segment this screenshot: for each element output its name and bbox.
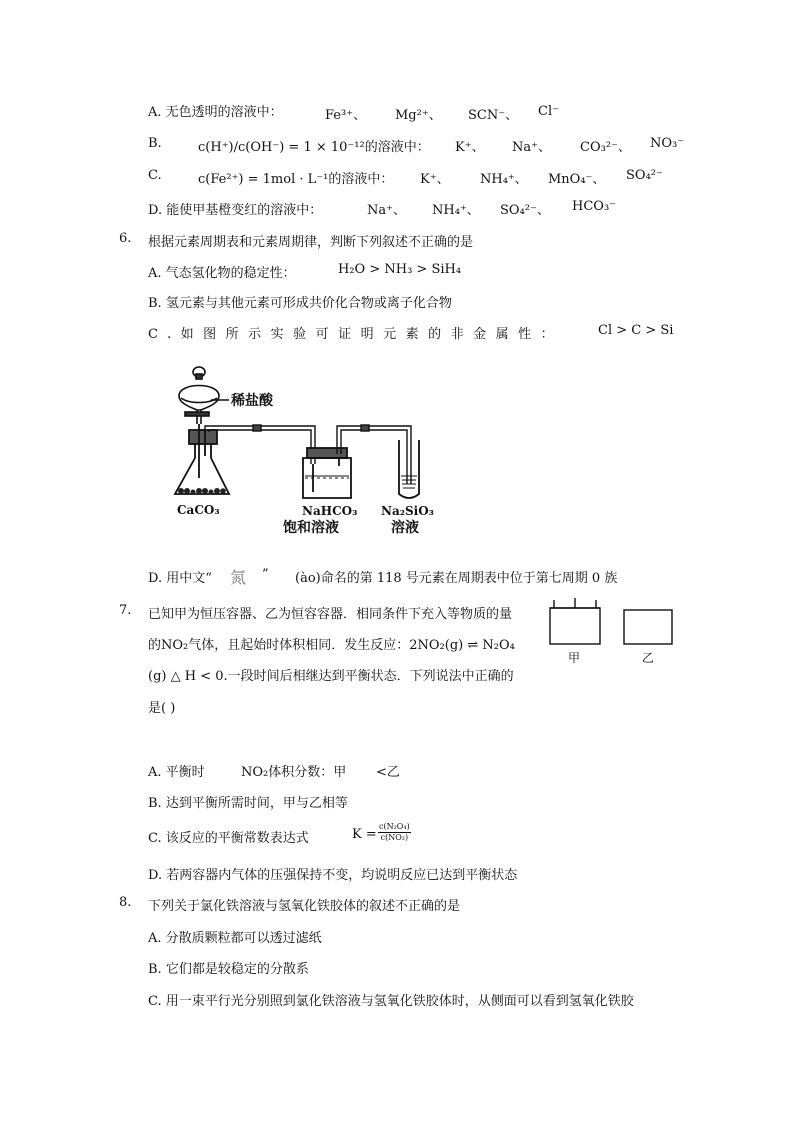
q7-option-c-fraction	[378, 822, 411, 843]
q6-option-c-label: C.如图所示实验可证明元素的非金属性：	[148, 327, 564, 342]
vessels-figure	[546, 596, 678, 668]
q5-option-b-ion-2: Na⁺、	[512, 140, 551, 155]
q7-option-c-label: C. 该反应的平衡常数表达式	[148, 831, 309, 846]
vessel-a-label: 甲	[568, 651, 581, 665]
delivery-tube-1	[205, 425, 315, 464]
vessel-constant-volume	[624, 610, 672, 644]
q5-option-b-condition: c(H⁺)/c(OH⁻) = 1 × 10⁻¹²的溶液中：	[198, 140, 430, 155]
bottle-label-formula: NaHCO₃	[302, 504, 358, 518]
q5-option-a	[148, 104, 283, 122]
wash-bottle	[303, 448, 351, 498]
q6-number: 6.	[119, 231, 132, 246]
q8-option-c: C. 用一束平行光分别照到氯化铁溶液与氢氧化铁胶体时，从侧面可以看到氢氧化铁胶	[148, 994, 634, 1009]
q7-option-d: D. 若两容器内气体的压强保持不变，均说明反应已达到平衡状态	[148, 868, 518, 883]
q8-option-b: B. 它们都是较稳定的分散系	[148, 962, 309, 977]
q5-option-a-ion-4: Cl⁻	[538, 104, 559, 119]
q5-option-a-ion-1: Fe³⁺、	[325, 108, 367, 123]
q6-option-b: B. 氢元素与其他元素可形成共价化合物或离子化合物	[148, 296, 452, 311]
q5-option-d-ion-3: SO₄²⁻、	[500, 203, 550, 218]
q7-stem-line-3: (g) △ H < 0.一段时间后相继达到平衡状态．下列说法中正确的	[148, 669, 514, 684]
tube-label-solution: 溶液	[391, 520, 419, 536]
q7-option-a-label: A. 平衡时	[148, 765, 205, 780]
q6-option-d-char: 氮	[230, 568, 247, 587]
q5-option-a-ion-3: SCN⁻、	[468, 108, 519, 123]
apparatus-figure	[165, 360, 465, 545]
q5-option-d-ion-2: NH₄⁺、	[432, 203, 480, 218]
q7-option-c-k: K =	[352, 827, 377, 842]
fraction-numerator: c(N₂O₄)	[379, 822, 410, 831]
separatory-funnel	[179, 367, 229, 424]
q8-number: 8.	[119, 895, 132, 910]
q8-stem: 下列关于氯化铁溶液与氢氧化铁胶体的叙述不正确的是	[148, 899, 461, 914]
q5-option-b-ion-4: NO₃⁻	[650, 136, 685, 151]
q7-option-a-end: <乙	[376, 765, 400, 780]
q6-option-c-formula: Cl > C > Si	[598, 323, 674, 338]
q6-option-d-rest: (ào)命名的第 118 号元素在周期表中位于第七周期 0 族	[295, 571, 618, 586]
acid-label: 稀盐酸	[231, 393, 273, 409]
q5-option-c-ion-2: NH₄⁺、	[480, 172, 528, 187]
q5-option-d-ion-4: HCO₃⁻	[572, 199, 617, 214]
flask-label: CaCO₃	[177, 503, 220, 517]
q7-stem-line-2: 的NO₂气体，且起始时体积相同．发生反应：2NO₂(g) ⇌ N₂O₄	[148, 638, 515, 653]
q6-option-a-formula: H₂O > NH₃ > SiH₄	[338, 262, 462, 277]
q7-number: 7.	[119, 603, 132, 618]
q5-option-c-ion-3: MnO₄⁻、	[548, 172, 606, 187]
q7-option-b: B. 达到平衡所需时间，甲与乙相等	[148, 796, 348, 811]
q6-option-d-quote: ”	[262, 567, 269, 582]
q6-option-d-prefix: D. 用中文“	[148, 571, 212, 586]
q5-option-b-ion-1: K⁺、	[455, 140, 485, 155]
q8-option-a: A. 分散质颗粒都可以透过滤纸	[148, 931, 322, 946]
q5-option-b-ion-3: CO₃²⁻、	[580, 140, 631, 155]
vessel-constant-pressure	[550, 598, 600, 644]
q7-stem-line-1: 已知甲为恒压容器、乙为恒容容器．相同条件下充入等物质的量	[148, 607, 513, 622]
q5-option-c-label: C.	[148, 168, 162, 183]
erlenmeyer-flask	[175, 424, 229, 494]
q5-option-d-ion-1: Na⁺、	[367, 203, 406, 218]
q6-stem: 根据元素周期表和元素周期律，判断下列叙述不正确的是	[148, 235, 474, 250]
q5-option-c-ion-1: K⁺、	[420, 172, 450, 187]
bottle-label-solution: 饱和溶液	[283, 520, 339, 536]
q5-option-b-label: B.	[148, 136, 162, 151]
q5-option-a-ion-2: Mg²⁺、	[395, 108, 442, 123]
vessel-b-label: 乙	[642, 651, 655, 665]
q5-option-c-ion-4: SO₄²⁻	[626, 168, 663, 183]
tube-label-formula: Na₂SiO₃	[381, 504, 434, 518]
q6-option-a-label: A. 气态氢化物的稳定性：	[148, 266, 296, 281]
q5-option-c-condition: c(Fe²⁺) = 1mol · L⁻¹的溶液中：	[198, 172, 394, 187]
q7-stem-line-4: 是( )	[148, 701, 176, 716]
test-tube	[399, 440, 419, 498]
fraction-denominator: c(NO₂)	[380, 833, 409, 842]
q5-option-d-label: D. 能使甲基橙变红的溶液中：	[148, 203, 323, 218]
q7-option-a-middle: NO₂体积分数：甲	[241, 765, 347, 780]
q5-option-a-label: A. 无色透明的溶液中：	[148, 105, 283, 120]
